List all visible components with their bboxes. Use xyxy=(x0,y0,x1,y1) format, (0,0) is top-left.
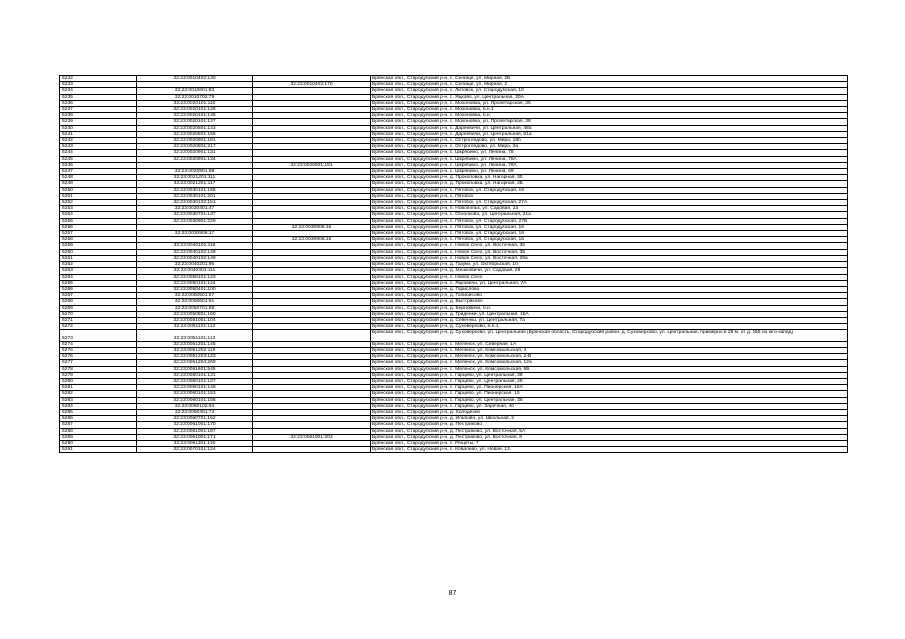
cadastral-number-cell: 32:23:0020801:217 xyxy=(137,144,253,150)
cadastral-number-cell: 32:23:0050801:160 xyxy=(137,311,253,317)
cadastral-number-cell: 32:23:0030101:185 xyxy=(137,187,253,193)
row-number-cell: 5261 xyxy=(60,255,137,261)
row-number-cell: 5275 xyxy=(60,347,137,353)
row-number-cell: 5288 xyxy=(60,428,137,434)
address-cell: Брянская обл., Стародубский р-н, д. Газуки, ул. Октябрьская, 10 xyxy=(371,262,848,268)
address-cell: Брянская обл., Стародубский р-н, д. Прокоповка, ул. Нагорная, 2Б xyxy=(371,181,848,187)
row-number-cell: 5248 xyxy=(60,175,137,181)
row-number-cell: 5258 xyxy=(60,237,137,243)
row-number-cell: 5287 xyxy=(60,422,137,428)
cadastral-number-cell: 32:23:0040102:149 xyxy=(137,255,253,261)
cadastral-number-cell: 32:23:0040101:118 xyxy=(137,243,253,249)
address-cell: Брянская обл., Стародубский р-н, д. Пестриково, ул. Восточная, 5А xyxy=(371,428,848,434)
row-number-cell: 5282 xyxy=(60,391,137,397)
row-number-cell: 5276 xyxy=(60,354,137,360)
address-cell: Брянская обл., Стародубский р-н, п. Новопольк, ул. Садовая, 2а xyxy=(371,206,848,212)
cadastral-number-cell: 32:23:0051201:145 xyxy=(137,341,253,347)
row-number-cell: 5249 xyxy=(60,181,137,187)
cadastral-number-cell: 32:23:0020101:135 xyxy=(137,113,253,119)
row-number-cell: 5235 xyxy=(60,94,137,100)
cadastral-number-cell: 32:23:0051001:104 xyxy=(137,317,253,323)
address-cell: Брянская обл., Стародубский р-н, с. Шкрябино, ул. Ленина, 69 xyxy=(371,169,848,175)
cadastral-number-cell: 32:23:0010402:130 xyxy=(137,76,253,82)
address-cell: Брянская обл., Стародубский р-н, с. Меленск, ул. Комсомольская, 2-В xyxy=(371,354,848,360)
address-cell: Брянская обл., Стародубский р-н, с. Новое Село, ул. Восточная, 35 xyxy=(371,243,848,249)
address-cell: Брянская обл., Стародубский р-н, с. Гарцево, ул. Пионерская, 15 xyxy=(371,391,848,397)
row-number-cell: 5271 xyxy=(60,317,137,323)
cadastral-number-cell: 32:23:0050701:89 xyxy=(137,305,253,311)
address-cell: Брянская обл., Стародубский р-н, с. Новое Село, ул. Восточная, 35 xyxy=(371,249,848,255)
address-cell: Брянская обл., Стародубский р-н, с. Рещеты, 7 xyxy=(371,440,848,446)
row-number-cell: 5245 xyxy=(60,156,137,162)
row-number-cell: 5256 xyxy=(60,224,137,230)
cadastral-number-cell: 32:23:0060701:152 xyxy=(137,416,253,422)
cadastral-number-alt-cell: 32:23:0030906:18 xyxy=(253,237,371,243)
address-cell: Брянская обл., Стародубский р-н, с. Мохоновка, б.н. xyxy=(371,113,848,119)
address-cell: Брянская обл., Стародубский р-н, с. Пятовск, ул. Стародубская, 16 xyxy=(371,237,848,243)
table-row xyxy=(60,447,848,453)
address-cell: Брянская обл., Стародубский р-н, с. Гарцево, ул. Центральная, 38 xyxy=(371,397,848,403)
address-cell: Брянская обл., Стародубский р-н, с. Гарцево, ул. Заречная, 40 xyxy=(371,403,848,409)
row-number-cell: 5259 xyxy=(60,243,137,249)
cadastral-number-cell: 32:23:0060102:94 xyxy=(137,403,253,409)
cadastral-number-cell: 32:23:0020501:156 xyxy=(137,131,253,137)
cadastral-number-cell: 32:23:0060401:74 xyxy=(137,409,253,415)
row-number-cell: 5266 xyxy=(60,286,137,292)
address-cell: Брянская обл., Стародубский р-н, с. Пятовск xyxy=(371,193,848,199)
address-cell: Брянская обл., Стародубский р-н, д. Берновичи, б.н. xyxy=(371,305,848,311)
row-number-cell: 5286 xyxy=(60,416,137,422)
address-cell: Брянская обл., Стародубский р-н, с. Гарцево, ул. Центральная, 28 xyxy=(371,378,848,384)
cadastral-number-cell: 32:23:0050601:91 xyxy=(137,299,253,305)
address-cell: Брянская обл., Стародубский р-н, д. Прокоповка, ул. Нагорная, 30 xyxy=(371,175,848,181)
row-number-cell: 5273 xyxy=(60,330,137,341)
address-cell: Брянская обл., Стародубский р-н, д. Пестриково xyxy=(371,422,848,428)
address-cell: Брянская обл., Стародубский р-н, с. Яцково, ул. Центральная, 30А xyxy=(371,94,848,100)
address-cell: Брянская обл., Стародубский р-н, с. Пятовск, ул. Стародубская, 16 xyxy=(371,231,848,237)
address-cell: Брянская обл., Стародубский р-н, с. Пятовск, ул. Стародубская, 16 xyxy=(371,224,848,230)
address-cell: Брянская обл., Стародубский р-н, с. Остроглядово, ул. Мира, 18б xyxy=(371,138,848,144)
address-cell: Брянская обл., Стародубский р-н, с. Остроглядово, ул. Мира, 2а xyxy=(371,144,848,150)
row-number-cell: 5263 xyxy=(60,268,137,274)
cadastral-number-cell: 32:23:0060101:137 xyxy=(137,378,253,384)
cadastral-number-cell: 32:23:0021201:111 xyxy=(137,175,253,181)
address-cell: Брянская обл., Стародубский р-н, с. Яцковичи, ул. Центральная, 7А xyxy=(371,280,848,286)
cadastral-number-cell: 32:23:0061001:187 xyxy=(137,428,253,434)
address-cell: Брянская обл., Стародубский р-н, с. Мохоновка, ул. Пролетарская, 38 xyxy=(371,119,848,125)
address-cell: Брянская обл., Стародубский р-н, с. Дареевичи, ул. Центральная, 61а xyxy=(371,131,848,137)
address-cell: Брянская обл., Стародубский р-н, д. Гриденки, ул. Центральная, 15А xyxy=(371,311,848,317)
row-number-cell: 5246 xyxy=(60,162,137,168)
cadastral-number-cell: 32:23:0060101:156 xyxy=(137,397,253,403)
address-cell: Брянская обл., Стародубский р-н, с. Меленск, ул. Северная, 1А xyxy=(371,341,848,347)
row-number-cell: 5244 xyxy=(60,150,137,156)
cadastral-number-cell: 32:23:0020901:131 xyxy=(137,150,253,156)
row-number-cell: 5241 xyxy=(60,131,137,137)
cadastral-number-cell: 32:23:0030906:17 xyxy=(137,231,253,237)
address-cell: Брянская обл., Стародубский р-н, с. Мохоновка, б.н.1 xyxy=(371,107,848,113)
address-cell: Брянская обл., Стародубский р-н, д. Холодезев xyxy=(371,409,848,415)
cadastral-number-cell: 32:23:0060101:131 xyxy=(137,372,253,378)
address-cell: Брянская обл., Стародубский р-н, д. Мешковичи, ул. Садовая, 29 xyxy=(371,268,848,274)
cadastral-number-cell: 32:23:0051601:545 xyxy=(137,366,253,372)
cadastral-number-cell: 32:23:0020901:98 xyxy=(137,169,253,175)
row-number-cell: 5252 xyxy=(60,200,137,206)
address-cell: Брянская обл., Стародубский р-н, с. Ковалево, ул. Новая, 13 xyxy=(371,447,848,453)
row-number-cell: 5232 xyxy=(60,76,137,82)
address-cell: Брянская обл., Стародубский р-н, с. Литовск, ул. Стародубская, 10 xyxy=(371,88,848,94)
row-number-cell: 5237 xyxy=(60,107,137,113)
cadastral-number-cell: 32:23:0020101:128 xyxy=(137,107,253,113)
cadastral-number-cell: 32:23:0050501:57 xyxy=(137,293,253,299)
row-number-cell: 5251 xyxy=(60,193,137,199)
address-cell: Брянская обл., Стародубский р-н, с. Меленск, ул. Комсомольская, 12а xyxy=(371,360,848,366)
row-number-cell: 5242 xyxy=(60,138,137,144)
cadastral-number-cell: 32:23:0040201:95 xyxy=(137,262,253,268)
table-body xyxy=(60,76,848,453)
cadastral-number-cell: 32:23:0060101:153 xyxy=(137,391,253,397)
address-cell: Брянская обл., Стародубский р-н, с. Гарцево, ул. Пионерская, 15А xyxy=(371,385,848,391)
row-number-cell: 5234 xyxy=(60,88,137,94)
address-cell: Брянская обл., Стародубский р-н, с. Осколково, ул. Центральная, 21а xyxy=(371,212,848,218)
cadastral-number-cell: 32:23:0051203:123 xyxy=(137,354,253,360)
cadastral-number-cell: 32:23:0051204:269 xyxy=(137,360,253,366)
address-cell: Брянская обл., Стародубский р-н, с. Меленск, ул. Комсомольская, 4 xyxy=(371,347,848,353)
row-number-cell: 5254 xyxy=(60,212,137,218)
row-number-cell: 5239 xyxy=(60,119,137,125)
table-row xyxy=(60,330,848,341)
row-number-cell: 5280 xyxy=(60,378,137,384)
cadastral-number-cell: 32:23:0030101:201 xyxy=(137,193,253,199)
cadastral-number-cell: 32:23:0061001:171 xyxy=(137,434,253,440)
row-number-cell: 5233 xyxy=(60,82,137,88)
cadastral-number-cell: 32:23:0020501:143 xyxy=(137,125,253,131)
cadastral-number-cell: 32:23:0030401:47 xyxy=(137,206,253,212)
cadastral-number-cell: 32:23:0030102:151 xyxy=(137,200,253,206)
cadastral-number-cell: 32:23:0070101:124 xyxy=(137,447,253,453)
row-number-cell: 5278 xyxy=(60,366,137,372)
address-cell: Брянская обл., Стародубский р-н, с. Гарцево, ул. Центральная, 38 xyxy=(371,372,848,378)
cadastral-number-alt-cell xyxy=(253,330,371,341)
address-cell: Брянская обл., Стародубский р-н, д. Голибисово xyxy=(371,293,848,299)
cadastral-number-cell: 32:23:0051101:113 xyxy=(137,330,253,341)
cadastral-number-cell: 32:23:0010702:79 xyxy=(137,94,253,100)
cadastral-number-cell: 32:23:0010601:83 xyxy=(137,88,253,94)
cadastral-number-cell: 32:23:0060101:148 xyxy=(137,385,253,391)
row-number-cell: 5274 xyxy=(60,341,137,347)
row-number-cell: 5267 xyxy=(60,293,137,299)
cadastral-number-cell: 32:23:0020101:110 xyxy=(137,100,253,106)
cadastral-number-cell: 32:23:0020801:181 xyxy=(137,138,253,144)
page-number: 87 xyxy=(448,590,457,597)
row-number-cell: 5289 xyxy=(60,434,137,440)
cadastral-number-cell: 32:23:0020101:137 xyxy=(137,119,253,125)
cadastral-number-alt-cell: 32:23:0020901:181 xyxy=(253,162,371,168)
row-number-cell: 5260 xyxy=(60,249,137,255)
row-number-cell: 5269 xyxy=(60,305,137,311)
row-number-cell: 5236 xyxy=(60,100,137,106)
address-cell: Брянская обл., Стародубский р-н, с. Шкрябино, ул. Ленина, 78А xyxy=(371,162,848,168)
row-number-cell: 5238 xyxy=(60,113,137,119)
row-number-cell: 5250 xyxy=(60,187,137,193)
address-cell: Брянская обл., Стародубский р-н, д. Ильбово, ул. Школьная, 2 xyxy=(371,416,848,422)
cadastral-number-cell: 32:23:0030701:137 xyxy=(137,212,253,218)
address-cell: Брянская обл., Стародубский р-н, с. Пятовск, ул. Стародубская, 27А xyxy=(371,200,848,206)
row-number-cell: 5243 xyxy=(60,144,137,150)
cadastral-number-cell: 32:23:0050101:124 xyxy=(137,280,253,286)
address-cell: Брянская обл., Стародубский р-н, д. Севенны, ул. Центральная, 7а xyxy=(371,317,848,323)
row-number-cell: 5279 xyxy=(60,372,137,378)
cadastral-number-cell: 32:23:0051101:112 xyxy=(137,324,253,330)
address-cell: Брянская обл., Стародубский р-н, с. Новое Село xyxy=(371,274,848,280)
address-cell: Брянская обл., Стародубский р-н, д. Выстриково xyxy=(371,299,848,305)
cadastral-number-cell: 32:23:0020901:134 xyxy=(137,156,253,162)
cadastral-number-cell: 32:23:0061001:170 xyxy=(137,422,253,428)
address-cell: Брянская обл., Стародубский р-н, с. Шкрябино, ул. Ленина, 76А xyxy=(371,156,848,162)
address-cell: Брянская обл., Стародубский р-н, с. Меленск, ул. Комсомольская, 5Б xyxy=(371,366,848,372)
address-cell: Брянская обл., Стародубский р-н, д. Суховерхово, б.н.1 xyxy=(371,324,848,330)
registry-table xyxy=(59,75,848,453)
row-number-cell: 5240 xyxy=(60,125,137,131)
row-number-cell: 5284 xyxy=(60,403,137,409)
row-number-cell: 5257 xyxy=(60,231,137,237)
cadastral-number-cell: 32:23:0050401:100 xyxy=(137,286,253,292)
address-cell: Брянская обл., Стародубский р-н, с. Мохоновка, ул. Пролетарская, 35 xyxy=(371,100,848,106)
address-cell: Брянская обл., Стародубский р-н, с. Селище, ул. Мирная, 2 xyxy=(371,82,848,88)
row-number-cell: 5270 xyxy=(60,311,137,317)
row-number-cell: 5253 xyxy=(60,206,137,212)
row-number-cell: 5262 xyxy=(60,262,137,268)
cadastral-number-cell: 32:23:0040102:148 xyxy=(137,249,253,255)
row-number-cell: 5281 xyxy=(60,385,137,391)
row-number-cell: 5264 xyxy=(60,274,137,280)
address-cell: Брянская обл., Стародубский р-н, д. Горислово xyxy=(371,286,848,292)
address-cell: Брянская обл., Стародубский р-н, с. Дареевичи, ул. Центральная, 48а xyxy=(371,125,848,131)
cadastral-number-cell: 32:23:0021201:117 xyxy=(137,181,253,187)
address-cell: Брянская обл., Стародубский р-н, д. Пестриково, ул. Восточная, 8 xyxy=(371,434,848,440)
address-cell: Брянская обл., Стародубский р-н, с. Пятовск, ул. Стародубская, 27Б xyxy=(371,218,848,224)
address-cell: Брянская обл., Стародубский р-н, с. Шкрябино, ул. Ленина, 78 xyxy=(371,150,848,156)
address-cell: Брянская обл., Стародубский р-н, с. Селище, ул. Мирная, 2Б xyxy=(371,76,848,82)
address-cell: Брянская обл., Стародубский р-н, с. Новое Село, ул. Восточная, 29а xyxy=(371,255,848,261)
row-number-cell: 5283 xyxy=(60,397,137,403)
cadastral-number-alt-cell: 32:23:0030906:16 xyxy=(253,224,371,230)
address-cell: Брянская обл., Стародубский р-н, д. Суховерхово, ул. Центральная (Брянская область, Стародубский район, д. Суховерхово, ул. Центральная, примерно в 28 м. от д. №9 на юго-запад) xyxy=(371,330,848,341)
row-number-cell: 5272 xyxy=(60,324,137,330)
cadastral-number-cell: 32:23:0040301:111 xyxy=(137,268,253,274)
cadastral-number-alt-cell xyxy=(253,447,371,453)
row-number-cell: 5255 xyxy=(60,218,137,224)
address-cell: Брянская обл., Стародубский р-н, с. Пятовск, ул. Стародубская, 16 xyxy=(371,187,848,193)
row-number-cell: 5277 xyxy=(60,360,137,366)
cadastral-number-alt-cell: 32:23:0010402:170 xyxy=(253,82,371,88)
cadastral-number-alt-cell: 32:23:0061001:203 xyxy=(253,434,371,440)
row-number-cell: 5291 xyxy=(60,447,137,453)
cadastral-number-cell: 32:23:0051202:119 xyxy=(137,347,253,353)
row-number-cell: 5265 xyxy=(60,280,137,286)
cadastral-number-cell: 32:23:0050101:123 xyxy=(137,274,253,280)
registry-table-container xyxy=(59,75,848,453)
row-number-cell: 5290 xyxy=(60,440,137,446)
row-number-cell: 5285 xyxy=(60,409,137,415)
row-number-cell: 5268 xyxy=(60,299,137,305)
cadastral-number-cell: 32:23:0061101:120 xyxy=(137,440,253,446)
cadastral-number-cell: 32:23:0030901:229 xyxy=(137,218,253,224)
row-number-cell: 5247 xyxy=(60,169,137,175)
